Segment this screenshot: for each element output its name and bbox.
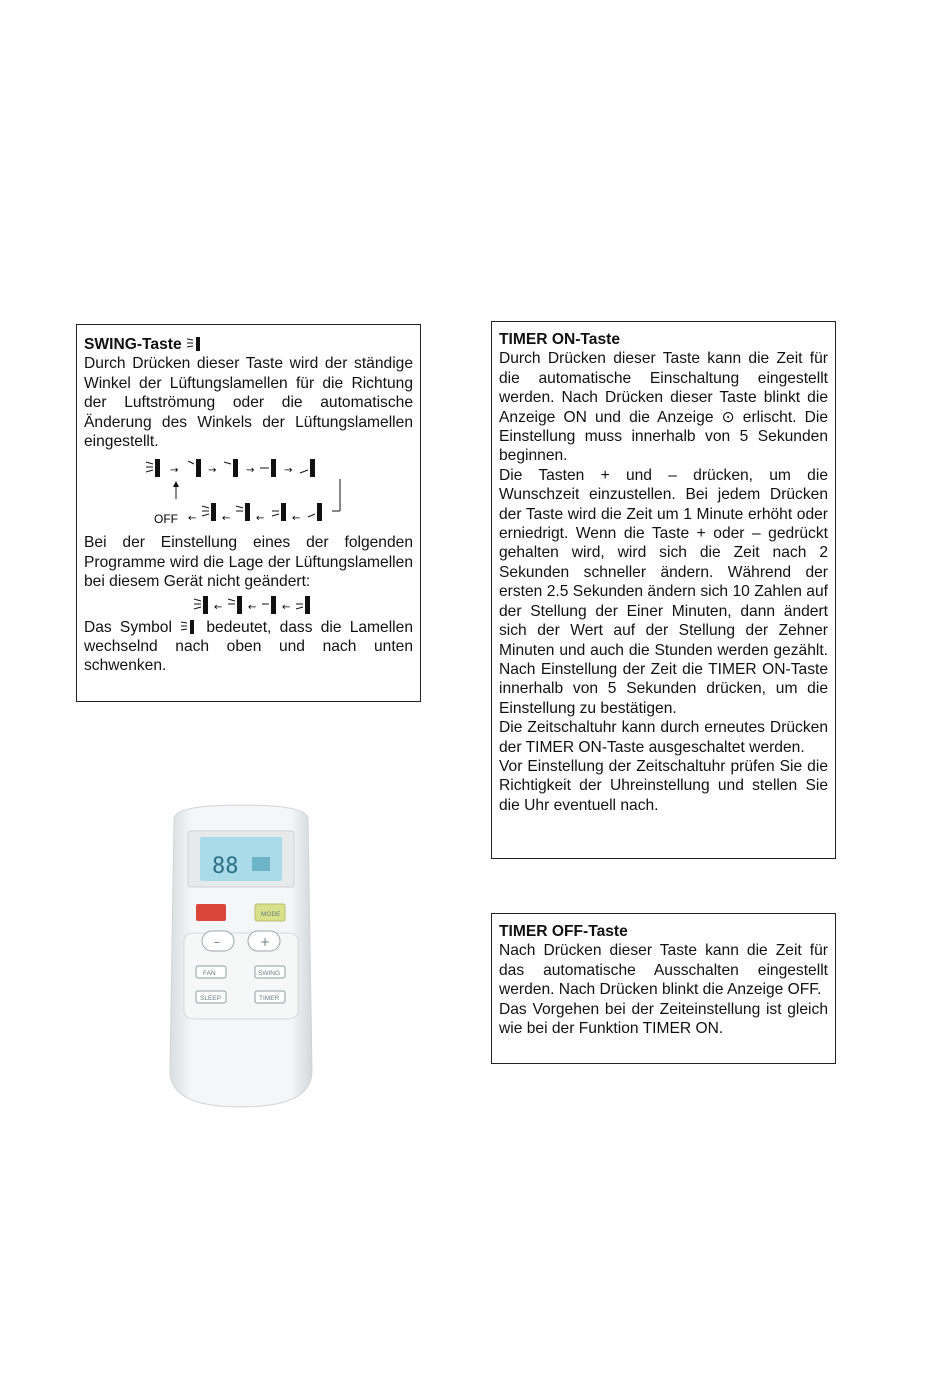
svg-text:→: → [170,465,179,477]
svg-text:←: ← [214,601,223,613]
louver-down-icon [300,459,315,477]
minus-label: – [214,935,220,949]
swing-icon [186,336,204,352]
svg-text:←: ← [282,601,291,613]
power-button[interactable] [196,904,226,921]
timer-off-paragraph-2: Das Vorgehen bei der Zeiteinstellung ist gleich wie bei der Funktion TIMER ON. [499,1000,828,1038]
timer-off-title: TIMER OFF-Taste [499,923,628,940]
swing-icon [180,619,198,635]
swing-bottom-2-icon [236,503,250,521]
swing-symbol-text-before: Das Symbol [84,618,172,636]
swing-off-label: OFF [154,512,178,527]
swing-programs-diagram [84,592,413,618]
timer-on-title: TIMER ON-Taste [499,331,621,348]
timer-on-paragraph-2: Die Tasten + und – drücken, um die Wunschzeit einzustellen. Bei jedem Drücken der Taste wird die Zeit um 1 Minute erhöht oder erniedrigt. Wenn die Taste + oder – gedrückt gehalten wird, wird sich die Zeit nach 2 Sekunden schneller ändern. Während der ersten 2.5 Sekunden ändern sich 10 Zahlen auf der Stellung der Einer Minuten, dann ändert sich der Wert auf der Stellung der Zehner Minuten und auch die Stunden werden gezählt. Nach Einstellung der Zeit die TIMER ON-Taste innerhalb von 5 Sekunden drücken, um die Einstellung zu bestätigen. [499,466,828,717]
swing-programs-text: Bei der Einstellung eines der folgenden Programme wird die Lage der Lüftungslamellen bei diesem Gerät nicht geändert: [84,534,413,591]
svg-text:←: ← [222,513,231,525]
louver-mid-icon [260,459,276,477]
timer-on-paragraph-3: Die Zeitschaltuhr kann durch erneutes Drücken der TIMER ON-Taste ausgeschaltet werden. [499,719,828,756]
swing-section [76,324,421,702]
louver-upmid-icon [224,459,238,477]
swing-cycle-diagram [84,451,413,533]
louver-up-icon [188,459,201,477]
remote-control-illustration [166,801,316,1111]
svg-text:←: ← [292,513,301,525]
remote-display-bars [252,857,270,871]
swing-intro: Durch Drücken dieser Taste wird der ständige Winkel der Lüftungslamellen für die Richtung der Luftströmung oder die automatische Änderung des Winkels der Lüftungslamellen eingestellt. [84,355,413,451]
timer-button-label: TIMER [259,995,280,1002]
svg-text:→: → [208,465,217,477]
svg-text:→: → [246,465,255,477]
sleep-button-label: SLEEP [200,995,221,1002]
svg-text:←: ← [256,513,265,525]
svg-text:→: → [284,465,293,477]
swing-symbol-text-after: bedeutet, dass die Lamellen wechselnd nach oben und nach unten schwenken. [84,618,413,675]
remote-display-digits: 88 [212,854,239,879]
fan-button-label: FAN [203,970,216,977]
timer-off-section [491,913,836,1064]
mode-button-label: MODE [261,911,281,918]
swing-bottom-1-icon [202,503,216,521]
swing-bottom-4-icon [308,503,322,521]
svg-text:←: ← [188,513,197,525]
plus-label: + [260,935,271,949]
swing-bottom-3-icon [272,503,286,521]
timer-on-paragraph-4: Vor Einstellung der Zeitschaltuhr prüfen Sie die Richtigkeit der Uhreinstellung und stellen Sie die Uhr eventuell nach. [499,757,828,814]
swing-position-icon [146,459,160,477]
swing-title: SWING-Taste [84,336,182,353]
timer-on-section [491,321,836,859]
timer-on-paragraph-1: Durch Drücken dieser Taste kann die Zeit für die automatische Einschaltung eingestellt werden. Nach Drücken dieser Taste blinkt die Anzeige ON und die Anzeige ⊙ erlischt. Die Einstellung muss innerhalb von 5 Sekunden beginnen. [499,350,828,465]
swing-button-label: SWING [258,970,281,977]
timer-off-paragraph-1: Nach Drücken dieser Taste kann die Zeit für das automatische Ausschalten eingestellt werden. Nach Drücken blinkt die Anzeige OFF. [499,942,828,999]
svg-text:←: ← [248,601,257,613]
